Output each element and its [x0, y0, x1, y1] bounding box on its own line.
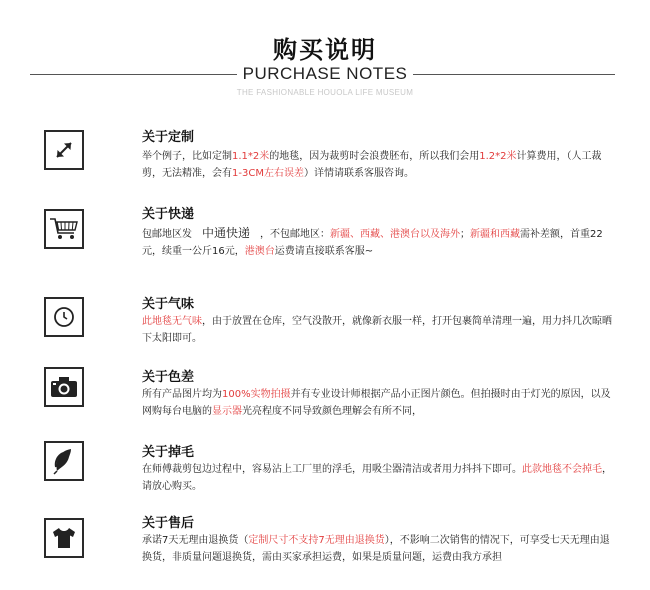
body-text: 在师傅裁剪包边过程中，容易沾上工厂里的浮毛，用吸尘器清洁或者用力抖抖下即可。	[142, 464, 522, 475]
camera-icon	[44, 367, 84, 407]
body-text: ），不影响二次销售的情况下，可享受七天无理由退换货，非质量问题退换货，需由买家承担运费，如果是质量问题，运费由我方承担	[142, 535, 610, 563]
section-title: 关于色差	[142, 370, 195, 385]
section-title: 关于气味	[142, 297, 195, 312]
body-text: 需补差额，首重22元，续重一公斤16元，	[142, 229, 603, 257]
body-text: ，不包邮地区：	[250, 229, 331, 240]
highlight-text: 新疆、西藏、港澳台以及海外	[330, 229, 461, 240]
highlight-text: 此款地毯不会掉毛	[522, 464, 602, 475]
body-text: 所有产品图片均为	[142, 389, 222, 400]
section-body	[142, 532, 612, 566]
resize-icon	[44, 130, 84, 170]
feather-icon	[44, 441, 84, 481]
highlight-text: 显示器	[212, 406, 242, 417]
highlight-text: 100%实物拍摄	[222, 389, 291, 400]
body-text: 中通快递	[202, 226, 251, 240]
section-body	[142, 225, 612, 260]
body-text: ，由于放置在仓库，空气没散开，就像新衣服一样，打开包裹简单清理一遍，用力抖几次晾晒下太阳即可。	[142, 316, 612, 344]
section-body	[142, 313, 612, 347]
tshirt-icon	[44, 518, 84, 558]
body-text: 并有专业设计师根据产品小正图片颜色。但拍摄时由于灯光的原因，以及网购每台电脑的	[142, 389, 611, 417]
body-text: 承诺7天无理由退换货（	[142, 535, 249, 546]
body-text: 运费请直接联系客服~	[274, 246, 374, 257]
highlight-text: 定制尺寸不支持7无理由退换货	[248, 535, 385, 546]
section-title: 关于掉毛	[142, 445, 195, 460]
section-title: 关于定制	[142, 130, 195, 145]
section-body	[142, 386, 612, 420]
highlight-text: 1-3CM左右误差	[232, 168, 304, 179]
body-text: 举个例子，比如定制	[142, 151, 232, 162]
page-title: 购买说明	[273, 36, 377, 64]
body-text: ）详情请联系客服咨询。	[303, 168, 414, 179]
body-text: 光亮程度不同导致颜色理解会有所不同，	[242, 406, 422, 417]
highlight-text: 此地毯无气味	[142, 316, 202, 327]
page-subtitle: THE FASHIONABLE HOUOLA LIFE MUSEUM	[236, 88, 414, 97]
body-text: 包邮地区发	[142, 229, 202, 240]
clock-icon	[44, 297, 84, 337]
body-text: ；	[460, 229, 471, 240]
highlight-text: 1.1*2米	[232, 151, 270, 162]
cart-icon	[44, 209, 84, 249]
section-title: 关于快递	[142, 207, 195, 222]
body-text: 的地毯，因为裁剪时会浪费胚布，所以我们会用	[269, 151, 480, 162]
highlight-text: 港澳台	[244, 246, 275, 257]
page-title-en-wrap	[0, 64, 650, 84]
section-body	[142, 461, 612, 495]
page-title-en: PURCHASE NOTES	[237, 64, 414, 83]
section-title: 关于售后	[142, 516, 195, 531]
highlight-text: 新疆和西藏	[470, 229, 521, 240]
body-text: ，请放心购买。	[142, 464, 612, 492]
body-text: 计算费用，（人工裁剪，无法精准，会有	[142, 151, 602, 179]
section-body	[142, 148, 612, 182]
highlight-text: 1.2*2米	[479, 151, 517, 162]
